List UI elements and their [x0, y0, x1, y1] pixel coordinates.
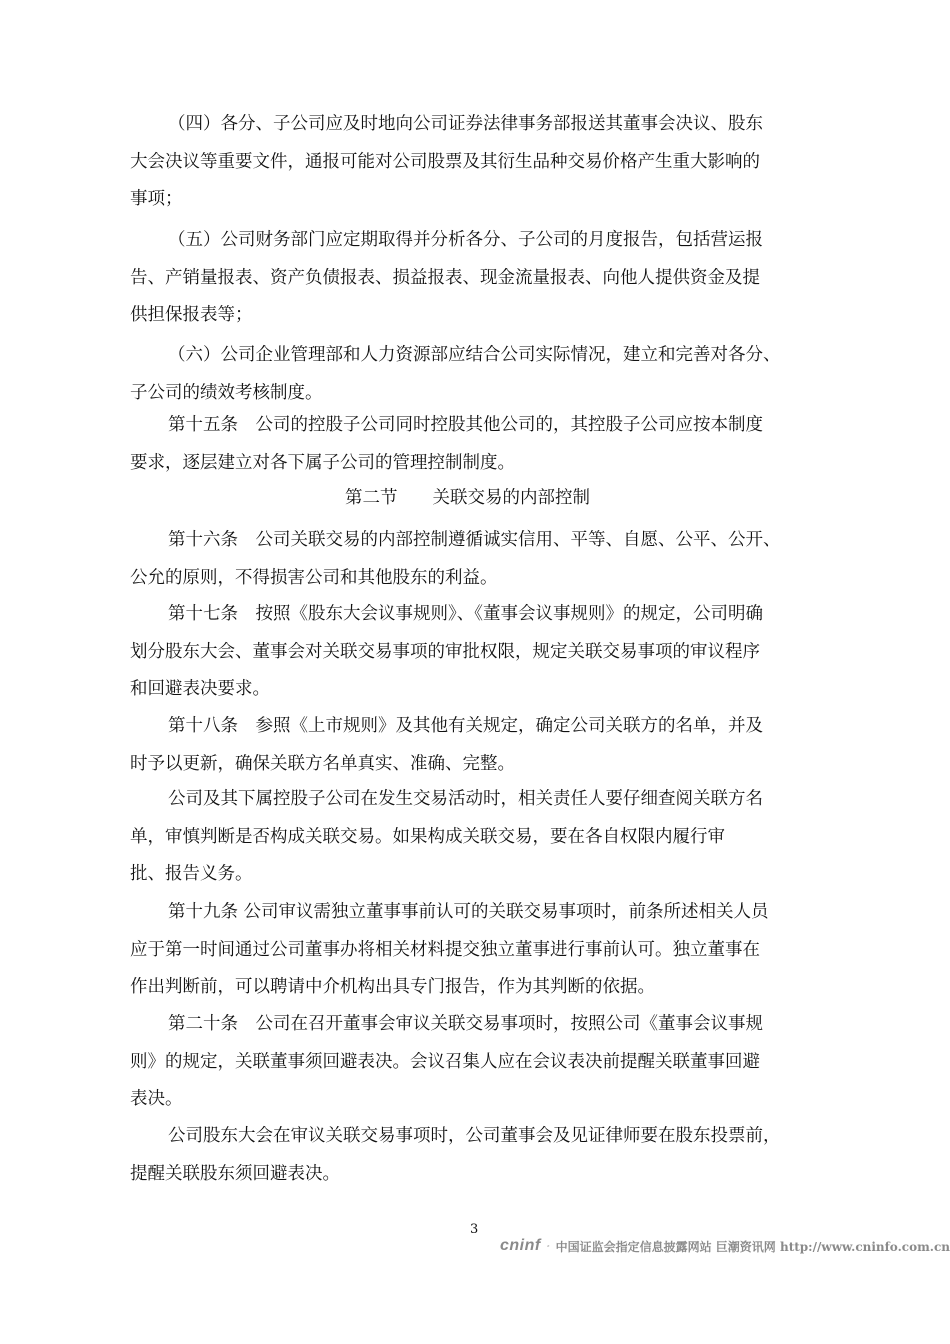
- paragraph-line: （六）公司企业管理部和人力资源部应结合公司实际情况，建立和完善对各分、: [168, 345, 781, 365]
- paragraph-line: （五）公司财务部门应定期取得并分析各分、子公司的月度报告，包括营运报: [168, 230, 763, 250]
- page-number: 3: [470, 1222, 479, 1237]
- paragraph-line: 划分股东大会、董事会对关联交易事项的审批权限，规定关联交易事项的审议程序: [130, 641, 760, 662]
- paragraph-line: 单，审慎判断是否构成关联交易。如果构成关联交易，要在各自权限内履行审: [130, 826, 725, 847]
- cninfo-watermark-text: 中国证监会指定信息披露网站 巨潮资讯网 http://www.cninfo.com.cn: [555, 1239, 950, 1254]
- paragraph-line: 和回避表决要求。: [130, 679, 270, 699]
- paragraph-line: 表决。: [130, 1089, 183, 1109]
- paragraph-line: 告、产销量报表、资产负债报表、损益报表、现金流量报表、向他人提供资金及提: [130, 267, 760, 288]
- paragraph-line: 供担保报表等；: [130, 305, 253, 325]
- paragraph-line: 第十七条 按照《股东大会议事规则》、《董事会议事规则》的规定，公司明确: [168, 604, 763, 624]
- paragraph-line: 第十九条 公司审议需独立董事事前认可的关联交易事项时，前条所述相关人员: [168, 902, 769, 922]
- paragraph-line: 公司股东大会在审议关联交易事项时，公司董事会及见证律师要在股东投票前，: [168, 1126, 781, 1146]
- paragraph-line: 公司及其下属控股子公司在发生交易活动时，相关责任人要仔细查阅关联方名: [168, 789, 763, 809]
- paragraph-line: 提醒关联股东须回避表决。: [130, 1163, 340, 1184]
- paragraph-line: 则》的规定，关联董事须回避表决。会议召集人应在会议表决前提醒关联董事回避: [130, 1051, 760, 1072]
- paragraph-line: 应于第一时间通过公司董事办将相关材料提交独立董事进行事前认可。独立董事在: [130, 939, 760, 960]
- paragraph-line: （四）各分、子公司应及时地向公司证券法律事务部报送其董事会决议、股东: [168, 114, 763, 134]
- paragraph-line: 作出判断前，可以聘请中介机构出具专门报告，作为其判断的依据。: [130, 977, 655, 997]
- section-heading: 第二节 关联交易的内部控制: [345, 488, 590, 508]
- paragraph-line: 事项；: [130, 189, 183, 209]
- paragraph-line: 要求，逐层建立对各下属子公司的管理控制制度。: [130, 452, 515, 473]
- paragraph-line: 第十六条 公司关联交易的内部控制遵循诚实信用、平等、自愿、公平、公开、: [168, 530, 781, 550]
- paragraph-line: 大会决议等重要文件，通报可能对公司股票及其衍生品种交易价格产生重大影响的: [130, 151, 760, 172]
- cninfo-logo-text: cninf: [500, 1237, 541, 1254]
- paragraph-line: 子公司的绩效考核制度。: [130, 382, 323, 403]
- paragraph-line: 公允的原则，不得损害公司和其他股东的利益。: [130, 567, 498, 588]
- paragraph-line: 第二十条 公司在召开董事会审议关联交易事项时，按照公司《董事会议事规: [168, 1014, 763, 1034]
- cninfo-watermark: [500, 1234, 950, 1258]
- cninfo-swirl-icon: [547, 1237, 550, 1255]
- paragraph-line: 第十五条 公司的控股子公司同时控股其他公司的，其控股子公司应按本制度: [168, 415, 763, 435]
- paragraph-line: 第十八条 参照《上市规则》及其他有关规定，确定公司关联方的名单，并及: [168, 716, 763, 736]
- paragraph-line: 时予以更新，确保关联方名单真实、准确、完整。: [130, 753, 515, 774]
- paragraph-line: 批、报告义务。: [130, 864, 253, 884]
